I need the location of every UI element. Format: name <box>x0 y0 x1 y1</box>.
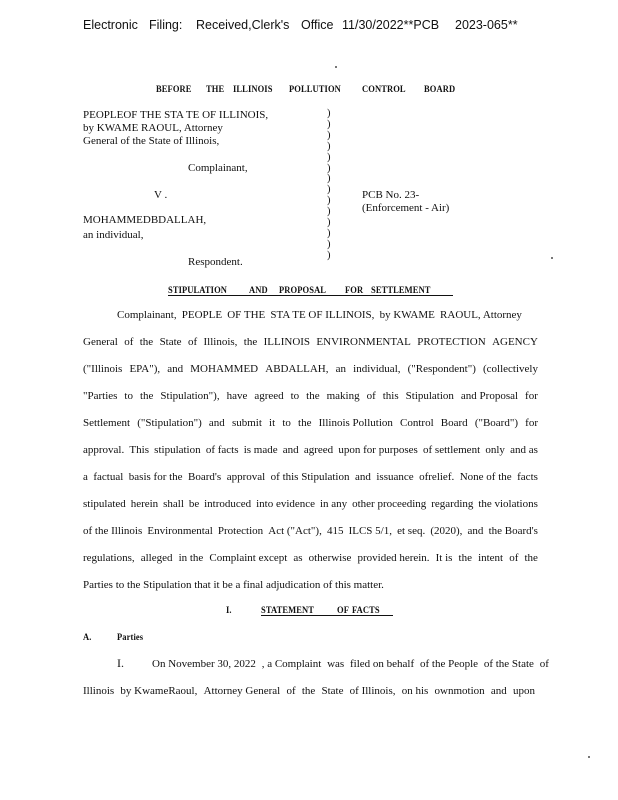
body-word: ABDALLAH, <box>265 363 329 375</box>
body-word: EPA"), <box>129 363 161 375</box>
body-word: Parties to the Stipulation that it be a final adjudication of this matter. <box>83 579 384 591</box>
subsection-letter: A. <box>83 631 92 643</box>
body-word: It is <box>435 552 453 564</box>
body-word: the Board's <box>488 525 538 537</box>
body-word: 415 <box>326 525 344 537</box>
heading-before: BEFORE <box>156 83 192 95</box>
body-word: the <box>301 685 316 697</box>
body-word: ("Illinois <box>83 363 123 375</box>
body-word: "Parties <box>83 390 118 402</box>
body-word: alleged <box>140 552 173 564</box>
body-word: a <box>83 471 88 483</box>
body-word: other proceeding <box>352 498 427 510</box>
body-word: agreed <box>254 390 284 402</box>
body-word: the <box>243 336 258 348</box>
body-word: Illinois <box>83 685 115 697</box>
body-word: to <box>290 390 300 402</box>
body-word: regarding <box>431 498 474 510</box>
body-word: basis for the <box>128 471 183 483</box>
body-word: in the <box>178 552 204 564</box>
header-number: 2023-065** <box>455 18 518 32</box>
body-word: Environmental <box>147 525 213 537</box>
body-word: and <box>490 685 507 697</box>
title-underline <box>168 295 453 296</box>
title-for: FOR <box>345 284 364 296</box>
body-word: of this Stipulation <box>270 471 350 483</box>
body-word: of the Illinois <box>83 525 143 537</box>
body-word: intent <box>478 552 504 564</box>
caption-respondent-name: MOHAMMEDBDALLAH, <box>83 214 207 226</box>
body-word: (2020), <box>430 525 463 537</box>
body-word: stipulated <box>83 498 126 510</box>
body-word: the violations <box>478 498 538 510</box>
section-title-statement: STATEMENT <box>261 604 315 616</box>
title-and: AND <box>249 284 268 296</box>
body-word: approval <box>226 471 266 483</box>
body-word: the <box>298 417 312 429</box>
body-word: for <box>525 417 538 429</box>
body-word: , a Complaint <box>261 658 322 670</box>
body-word: to <box>282 417 291 429</box>
body-word: by KwameRaoul, <box>120 685 198 697</box>
body-line <box>83 417 538 429</box>
body-word: ILLINOIS <box>263 336 311 348</box>
body-word: STA TE OF ILLINOIS, <box>270 309 375 321</box>
heading-control: CONTROL <box>362 83 406 95</box>
body-word: in any <box>319 498 348 510</box>
body-word: OF THE <box>227 309 266 321</box>
body-line <box>83 444 538 456</box>
body-word: and Proposal <box>460 390 519 402</box>
body-word: RAOUL, Attorney <box>440 309 522 321</box>
body-line <box>83 471 538 483</box>
body-word: of facts <box>205 444 239 456</box>
body-word: of <box>124 336 134 348</box>
heading-board: BOARD <box>424 83 456 95</box>
caption-case-no: PCB No. 23- <box>362 189 420 201</box>
body-word: regulations, <box>83 552 135 564</box>
body-word: this <box>382 390 399 402</box>
body-word: State <box>159 336 182 348</box>
body-word: into evidence <box>256 498 316 510</box>
body-word: Complaint except <box>209 552 288 564</box>
body-word: of <box>509 552 519 564</box>
body-word: stipulation <box>154 444 201 456</box>
caption-respondent-desc: an individual, <box>83 229 144 241</box>
body-word: Complainant, <box>117 309 177 321</box>
body-word: of <box>286 685 296 697</box>
body-word: provided herein. <box>357 552 430 564</box>
body-word: of the People <box>419 658 479 670</box>
header-date: 11/30/2022**PCB <box>342 18 440 32</box>
body-word: as <box>293 552 303 564</box>
body-word: agreed <box>303 444 334 456</box>
body-word: an <box>335 363 347 375</box>
body-word: Settlement <box>83 417 131 429</box>
body-word: on his <box>401 685 429 697</box>
body-word: by KWAME <box>379 309 435 321</box>
paragraph-1-line-2 <box>83 685 535 697</box>
caption-case-type: (Enforcement - Air) <box>362 202 450 214</box>
body-word: Stipulation"), <box>160 390 220 402</box>
body-word: filed on behalf <box>350 658 415 670</box>
caption-respondent-role: Respondent. <box>188 256 243 268</box>
body-word: the <box>139 336 154 348</box>
body-line <box>83 579 538 591</box>
body-word: Board's <box>188 471 222 483</box>
body-word: for <box>525 390 538 402</box>
body-word: Control <box>400 417 434 429</box>
body-word: AGENCY <box>492 336 538 348</box>
body-word: PROTECTION <box>417 336 486 348</box>
section-title-of: OF <box>337 604 350 616</box>
body-word: MOHAMMED <box>190 363 259 375</box>
body-word: individual, <box>353 363 401 375</box>
body-word: State <box>321 685 344 697</box>
body-word: shall <box>163 498 184 510</box>
heading-the: THE <box>206 83 225 95</box>
heading-illinois: ILLINOIS <box>233 83 273 95</box>
body-word: and <box>467 525 484 537</box>
scan-speck <box>335 66 337 68</box>
body-word: (collectively <box>483 363 538 375</box>
section-number: I. <box>226 604 232 616</box>
body-word: be <box>188 498 200 510</box>
body-word: Protection <box>217 525 264 537</box>
body-word: None of the <box>459 471 512 483</box>
body-word: it <box>269 417 276 429</box>
caption-bracket-column: ) ) ) ) ) ) ) ) ) ) ) ) ) ) <box>327 108 331 261</box>
body-word: This <box>129 444 149 456</box>
body-word: General <box>83 336 118 348</box>
caption-complainant-line3: General of the State of Illinois, <box>83 135 220 147</box>
body-word: and <box>354 471 371 483</box>
body-word: of <box>187 336 198 348</box>
body-line <box>83 552 538 564</box>
header-filing: Filing: <box>149 18 183 32</box>
body-word: of settlement <box>423 444 481 456</box>
header-office: Office <box>301 18 334 32</box>
body-word: facts <box>517 471 538 483</box>
caption-versus: V . <box>154 189 168 201</box>
body-word: is made <box>243 444 278 456</box>
caption-complainant-role: Complainant, <box>188 162 248 174</box>
body-word: Attorney General <box>203 685 281 697</box>
body-word: upon <box>512 685 535 697</box>
body-word: and <box>208 417 225 429</box>
body-line <box>117 309 522 321</box>
section-title-facts: FACTS <box>352 604 380 616</box>
body-word: introduced <box>204 498 252 510</box>
body-word: ("Board") <box>474 417 519 429</box>
body-word: ENVIRONMENTAL <box>316 336 411 348</box>
header-electronic: Electronic <box>83 18 138 32</box>
body-word: Act ("Act"), <box>268 525 322 537</box>
body-word: ofrelief. <box>419 471 455 483</box>
title-proposal: PROPOSAL <box>279 284 327 296</box>
body-line <box>83 363 538 375</box>
paragraph-1-number: I. <box>117 656 124 670</box>
body-word: ILCS 5/1, <box>348 525 392 537</box>
body-word: ownmotion <box>434 685 485 697</box>
body-line <box>83 390 538 402</box>
body-word: and as <box>510 444 538 456</box>
caption-complainant-line1: PEOPLEOF THE STA TE OF ILLINOIS, <box>83 109 269 121</box>
body-word: et seq. <box>397 525 426 537</box>
header-received: Received,Clerk's <box>196 18 290 32</box>
body-word: otherwise <box>308 552 352 564</box>
body-word: was <box>327 658 345 670</box>
body-word: and <box>282 444 299 456</box>
body-word: upon for purposes <box>338 444 418 456</box>
section-underline <box>261 615 393 616</box>
body-word: have <box>226 390 248 402</box>
body-word: and <box>167 363 184 375</box>
body-word: factual <box>93 471 124 483</box>
body-word: ("Stipulation") <box>137 417 202 429</box>
body-word: Illinois, <box>203 336 238 348</box>
body-word: of Illinois, <box>349 685 396 697</box>
scan-speck <box>551 257 553 259</box>
body-word: the <box>524 552 538 564</box>
body-word: approval. <box>83 444 125 456</box>
body-line <box>83 498 538 510</box>
body-line <box>83 525 538 537</box>
body-word: submit <box>231 417 262 429</box>
scan-speck <box>588 756 590 758</box>
body-word: of the State <box>483 658 534 670</box>
body-word: of <box>366 390 376 402</box>
body-word: PEOPLE <box>181 309 223 321</box>
body-word: Board <box>440 417 468 429</box>
heading-pollution: POLLUTION <box>289 83 341 95</box>
body-word: On November 30, 2022 <box>152 658 256 670</box>
body-word: issuance <box>376 471 414 483</box>
paragraph-1-line-1 <box>152 658 549 670</box>
body-word: Stipulation <box>405 390 454 402</box>
body-word: the <box>139 390 154 402</box>
body-word: making <box>326 390 360 402</box>
body-word: only <box>485 444 505 456</box>
body-word: to <box>124 390 133 402</box>
body-word: the <box>458 552 472 564</box>
title-stipulation: STIPULATION <box>168 284 228 296</box>
body-word: Illinois Pollution <box>318 417 393 429</box>
title-settlement: SETTLEMENT <box>371 284 431 296</box>
body-line <box>83 336 538 348</box>
subsection-title: Parties <box>117 631 144 643</box>
body-word: herein <box>130 498 159 510</box>
body-word: the <box>306 390 320 402</box>
caption-complainant-line2: by KWAME RAOUL, Attorney <box>83 122 223 134</box>
body-word: of <box>539 658 549 670</box>
body-word: ("Respondent") <box>407 363 476 375</box>
